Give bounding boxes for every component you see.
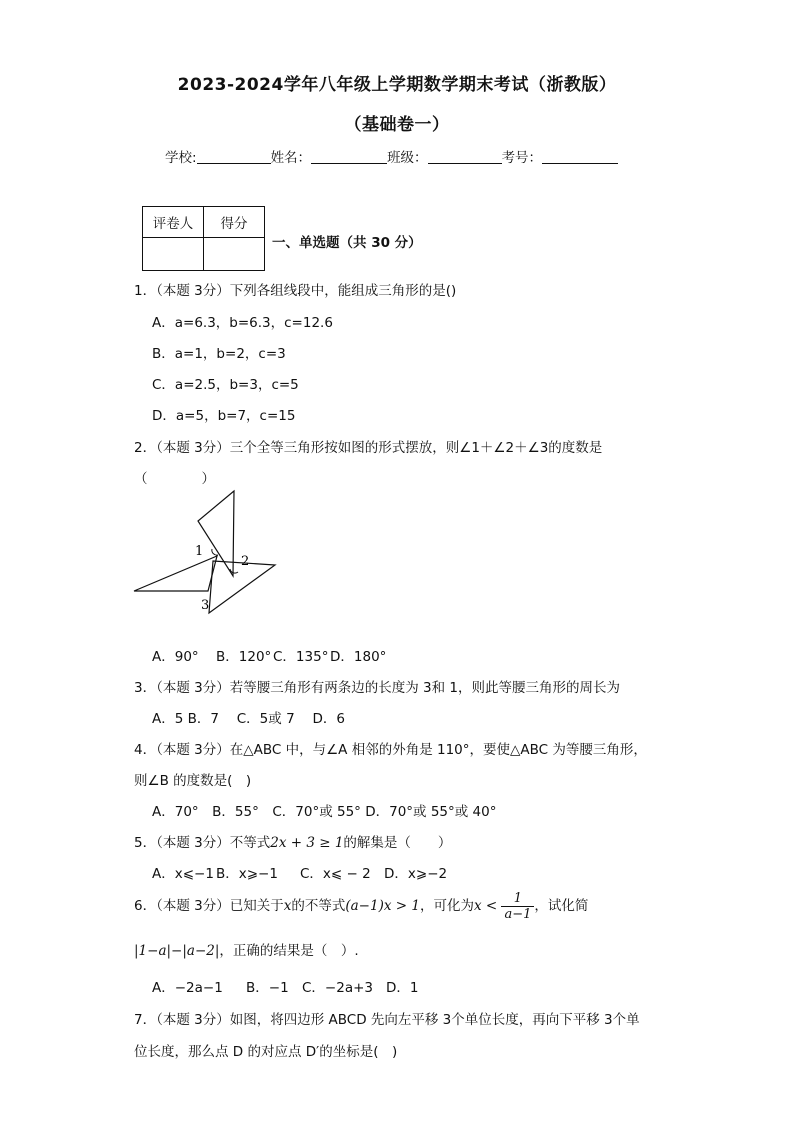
q1-stem: 1．（本题 3分）下列各组线段中，能组成三角形的是() <box>134 283 457 299</box>
number-blank[interactable] <box>542 149 618 164</box>
q2-option-c[interactable]: C．135° <box>273 649 329 665</box>
name-label: 姓名： <box>270 150 312 166</box>
q5-option-a[interactable]: A．x⩽−1 <box>152 866 214 882</box>
q5-stem-post: 的解集是（ ） <box>343 835 452 851</box>
q3-stem: 3．（本题 3分）若等腰三角形有两条边的长度为 3和 1，则此等腰三角形的周长为 <box>134 680 620 696</box>
angle-label-1: 1 <box>195 544 204 559</box>
info-fields <box>165 146 618 166</box>
q6-x-less: x < <box>473 898 498 914</box>
angle-label-3: 3 <box>201 598 210 613</box>
score-table <box>142 206 265 271</box>
q6-abs-expression: |1−a|−|a−2| <box>134 943 220 959</box>
q6-stem <box>134 888 588 924</box>
school-label: 学校: <box>165 150 197 166</box>
q1-option-c[interactable]: C．a=2.5，b=3，c=5 <box>152 377 299 393</box>
score-header: 得分 <box>204 207 265 238</box>
q1-option-d[interactable]: D．a=5，b=7，c=15 <box>152 408 296 424</box>
section-title: 一、单选题（共 30 分） <box>272 235 422 251</box>
school-blank[interactable] <box>197 149 271 164</box>
q6-option-d[interactable]: D．1 <box>386 980 419 996</box>
q6-frac-den: a−1 <box>504 906 532 922</box>
q5-option-c[interactable]: C．x⩽ − 2 <box>300 866 371 882</box>
q6-stem-post: ，试化简 <box>534 898 589 914</box>
q6-stem-mid: 的不等式 <box>291 898 346 914</box>
exam-title: 2023-2024学年八年级上学期数学期末考试（浙教版） <box>177 75 617 95</box>
q2-triangles-figure <box>120 485 290 620</box>
grader-cell[interactable] <box>143 238 204 271</box>
q6-frac-num: 1 <box>501 891 534 907</box>
q5-inequality: 2x + 3 ≥ 1 <box>270 835 344 851</box>
q6-option-a[interactable]: A．−2a−1 <box>152 980 223 996</box>
exam-subtitle: （基础卷一） <box>344 115 450 135</box>
class-blank[interactable] <box>428 149 502 164</box>
q6-stem-pre: 6．（本题 3分）已知关于 <box>134 898 284 914</box>
q2-option-a[interactable]: A．90° <box>152 649 199 665</box>
q5-stem-pre: 5．（本题 3分）不等式 <box>134 835 271 851</box>
q7-stem-cont: 位长度，那么点 D 的对应点 D′的坐标是( ) <box>134 1044 398 1060</box>
q4-options[interactable]: A．70° B．55° C．70°或 55° D．70°或 55°或 40° <box>152 804 497 820</box>
name-blank[interactable] <box>311 149 387 164</box>
q6-option-c[interactable]: C．−2a+3 <box>302 980 374 996</box>
q4-stem-cont: 则∠B 的度数是( ) <box>134 773 252 789</box>
q6-stem-mid2: ，可化为 <box>419 898 474 914</box>
q1-option-b[interactable]: B．a=1，b=2，c=3 <box>152 346 286 362</box>
q3-options[interactable]: A．5 B．7 C．5或 7 D．6 <box>152 711 345 727</box>
triangle-top <box>198 491 234 576</box>
angle-label-2: 2 <box>241 554 250 569</box>
q5-option-b[interactable]: B．x⩾−1 <box>216 866 278 882</box>
q6-var-x: x <box>283 898 292 914</box>
q4-stem: 4．（本题 3分）在△ABC 中，与∠A 相邻的外角是 110°，要使△ABC 为等腰三角形， <box>134 742 647 758</box>
grader-header: 评卷人 <box>143 207 204 238</box>
score-cell[interactable] <box>204 238 265 271</box>
q7-stem: 7．（本题 3分）如图，将四边形 ABCD 先向左平移 3个单位长度，再向下平移 3个单 <box>134 1012 640 1028</box>
q6-stem-cont-line <box>134 939 359 959</box>
q5-option-d[interactable]: D．x⩾−2 <box>384 866 448 882</box>
q5-stem <box>134 831 451 851</box>
q6-fraction <box>501 891 534 922</box>
q2-stem-cont: （ ） <box>134 471 215 487</box>
q2-option-b[interactable]: B．120° <box>216 649 272 665</box>
triangle-left <box>134 556 217 591</box>
q1-option-a[interactable]: A．a=6.3，b=6.3，c=12.6 <box>152 315 333 331</box>
q6-inequality: (a−1)x > 1 <box>345 898 420 914</box>
q6-stem-cont: ，正确的结果是（ ）. <box>219 943 359 959</box>
class-label: 班级： <box>387 150 428 166</box>
q6-option-b[interactable]: B．−1 <box>246 980 289 996</box>
q2-option-d[interactable]: D．180° <box>330 649 387 665</box>
q2-stem: 2．（本题 3分）三个全等三角形按如图的形式摆放，则∠1＋∠2＋∠3的度数是 <box>134 440 603 456</box>
number-label: 考号： <box>501 150 543 166</box>
